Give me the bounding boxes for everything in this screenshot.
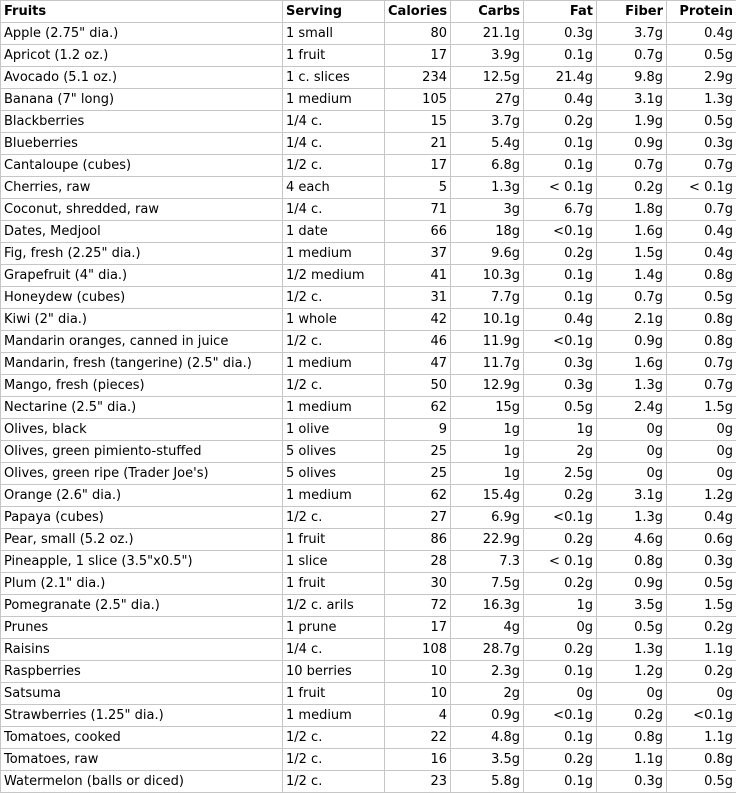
cell-calories: 72	[385, 595, 451, 617]
header-serving: Serving	[283, 1, 385, 23]
table-row	[1, 375, 736, 397]
cell-calories: 234	[385, 67, 451, 89]
cell-carbs: 4.8g	[451, 727, 524, 749]
cell-fiber: 0.7g	[597, 45, 667, 67]
cell-fat: 0.4g	[524, 309, 597, 331]
cell-serving: 1 date	[283, 221, 385, 243]
cell-calories: 41	[385, 265, 451, 287]
cell-serving: 1 medium	[283, 485, 385, 507]
cell-carbs: 10.3g	[451, 265, 524, 287]
cell-fat: 0.3g	[524, 353, 597, 375]
header-fruits: Fruits	[1, 1, 283, 23]
cell-fat: <0.1g	[524, 705, 597, 727]
table-row	[1, 441, 736, 463]
cell-fruit: Olives, green pimiento-stuffed	[1, 441, 283, 463]
cell-carbs: 11.7g	[451, 353, 524, 375]
cell-fruit: Olives, green ripe (Trader Joe's)	[1, 463, 283, 485]
cell-fiber: 4.6g	[597, 529, 667, 551]
cell-fruit: Apricot (1.2 oz.)	[1, 45, 283, 67]
table-row	[1, 507, 736, 529]
cell-protein: 0g	[667, 441, 736, 463]
cell-fruit: Kiwi (2" dia.)	[1, 309, 283, 331]
cell-calories: 46	[385, 331, 451, 353]
cell-calories: 21	[385, 133, 451, 155]
table-row	[1, 309, 736, 331]
cell-fruit: Avocado (5.1 oz.)	[1, 67, 283, 89]
cell-fat: 0.5g	[524, 397, 597, 419]
cell-fruit: Pineapple, 1 slice (3.5"x0.5")	[1, 551, 283, 573]
cell-serving: 5 olives	[283, 441, 385, 463]
cell-fiber: 0.9g	[597, 133, 667, 155]
cell-calories: 66	[385, 221, 451, 243]
cell-protein: 0.4g	[667, 243, 736, 265]
cell-carbs: 27g	[451, 89, 524, 111]
cell-fruit: Mango, fresh (pieces)	[1, 375, 283, 397]
cell-fruit: Orange (2.6" dia.)	[1, 485, 283, 507]
cell-serving: 1 fruit	[283, 573, 385, 595]
cell-carbs: 5.8g	[451, 771, 524, 793]
cell-serving: 4 each	[283, 177, 385, 199]
cell-fat: <0.1g	[524, 331, 597, 353]
cell-calories: 80	[385, 23, 451, 45]
cell-fat: 0.1g	[524, 265, 597, 287]
cell-fat: < 0.1g	[524, 551, 597, 573]
cell-protein: 1.5g	[667, 397, 736, 419]
cell-fat: <0.1g	[524, 221, 597, 243]
table-row	[1, 727, 736, 749]
table-row	[1, 705, 736, 727]
cell-serving: 1/2 c.	[283, 749, 385, 771]
cell-calories: 22	[385, 727, 451, 749]
cell-protein: 0.8g	[667, 265, 736, 287]
header-protein: Protein	[667, 1, 736, 23]
cell-carbs: 15.4g	[451, 485, 524, 507]
cell-fiber: 0.2g	[597, 705, 667, 727]
cell-fiber: 1.3g	[597, 507, 667, 529]
cell-fruit: Pear, small (5.2 oz.)	[1, 529, 283, 551]
cell-carbs: 7.7g	[451, 287, 524, 309]
cell-fat: 0.3g	[524, 23, 597, 45]
cell-protein: 2.9g	[667, 67, 736, 89]
cell-fruit: Coconut, shredded, raw	[1, 199, 283, 221]
cell-carbs: 11.9g	[451, 331, 524, 353]
cell-protein: 0.8g	[667, 309, 736, 331]
cell-protein: 0.5g	[667, 573, 736, 595]
cell-fruit: Papaya (cubes)	[1, 507, 283, 529]
cell-serving: 1/2 c.	[283, 155, 385, 177]
cell-fruit: Grapefruit (4" dia.)	[1, 265, 283, 287]
cell-fruit: Mandarin oranges, canned in juice	[1, 331, 283, 353]
cell-carbs: 1g	[451, 419, 524, 441]
cell-fruit: Mandarin, fresh (tangerine) (2.5" dia.)	[1, 353, 283, 375]
cell-fiber: 1.9g	[597, 111, 667, 133]
cell-fiber: 0.9g	[597, 331, 667, 353]
cell-protein: 0.7g	[667, 353, 736, 375]
cell-protein: 0.3g	[667, 551, 736, 573]
cell-fat: 0.1g	[524, 727, 597, 749]
cell-serving: 5 olives	[283, 463, 385, 485]
cell-protein: <0.1g	[667, 705, 736, 727]
cell-fruit: Raspberries	[1, 661, 283, 683]
cell-carbs: 6.8g	[451, 155, 524, 177]
cell-fiber: 1.4g	[597, 265, 667, 287]
cell-fiber: 0.9g	[597, 573, 667, 595]
cell-protein: 0.2g	[667, 617, 736, 639]
cell-fruit: Watermelon (balls or diced)	[1, 771, 283, 793]
cell-fat: 0.1g	[524, 661, 597, 683]
cell-fat: 0.2g	[524, 485, 597, 507]
cell-calories: 71	[385, 199, 451, 221]
cell-serving: 1 whole	[283, 309, 385, 331]
cell-protein: 0.7g	[667, 155, 736, 177]
table-row	[1, 287, 736, 309]
cell-calories: 17	[385, 617, 451, 639]
cell-serving: 1/2 medium	[283, 265, 385, 287]
cell-fruit: Cherries, raw	[1, 177, 283, 199]
cell-fiber: 0.2g	[597, 177, 667, 199]
cell-fiber: 1.3g	[597, 639, 667, 661]
cell-protein: 1.3g	[667, 89, 736, 111]
table-row	[1, 199, 736, 221]
table-row	[1, 749, 736, 771]
cell-serving: 1/2 c.	[283, 771, 385, 793]
cell-fat: < 0.1g	[524, 177, 597, 199]
cell-carbs: 22.9g	[451, 529, 524, 551]
cell-fruit: Prunes	[1, 617, 283, 639]
cell-protein: 0g	[667, 419, 736, 441]
cell-calories: 17	[385, 155, 451, 177]
table-row	[1, 67, 736, 89]
cell-fruit: Apple (2.75" dia.)	[1, 23, 283, 45]
cell-fruit: Olives, black	[1, 419, 283, 441]
cell-fat: 0.2g	[524, 639, 597, 661]
header-fat: Fat	[524, 1, 597, 23]
cell-fiber: 0g	[597, 463, 667, 485]
cell-serving: 1 medium	[283, 89, 385, 111]
cell-fruit: Dates, Medjool	[1, 221, 283, 243]
cell-fiber: 1.5g	[597, 243, 667, 265]
cell-protein: 0g	[667, 463, 736, 485]
cell-calories: 9	[385, 419, 451, 441]
cell-fat: 2.5g	[524, 463, 597, 485]
cell-fruit: Blueberries	[1, 133, 283, 155]
table-header	[1, 1, 736, 23]
header-calories: Calories	[385, 1, 451, 23]
cell-fiber: 1.2g	[597, 661, 667, 683]
cell-fat: 0.1g	[524, 133, 597, 155]
cell-calories: 42	[385, 309, 451, 331]
cell-fat: 0.2g	[524, 529, 597, 551]
cell-calories: 47	[385, 353, 451, 375]
cell-fat: 0.2g	[524, 573, 597, 595]
cell-serving: 1 olive	[283, 419, 385, 441]
cell-fiber: 2.1g	[597, 309, 667, 331]
cell-carbs: 18g	[451, 221, 524, 243]
cell-fiber: 0.8g	[597, 727, 667, 749]
cell-serving: 1/4 c.	[283, 639, 385, 661]
cell-fiber: 1.8g	[597, 199, 667, 221]
cell-fiber: 0.7g	[597, 287, 667, 309]
table-row	[1, 265, 736, 287]
cell-calories: 17	[385, 45, 451, 67]
table-row	[1, 529, 736, 551]
cell-calories: 50	[385, 375, 451, 397]
table-row	[1, 155, 736, 177]
cell-serving: 1 fruit	[283, 45, 385, 67]
cell-fat: 0.1g	[524, 155, 597, 177]
cell-carbs: 3.5g	[451, 749, 524, 771]
cell-serving: 10 berries	[283, 661, 385, 683]
cell-fiber: 3.1g	[597, 89, 667, 111]
cell-protein: 0.5g	[667, 45, 736, 67]
header-fiber: Fiber	[597, 1, 667, 23]
cell-fat: 0g	[524, 683, 597, 705]
cell-serving: 1/2 c.	[283, 287, 385, 309]
cell-carbs: 6.9g	[451, 507, 524, 529]
cell-fiber: 3.7g	[597, 23, 667, 45]
cell-serving: 1 medium	[283, 353, 385, 375]
cell-calories: 25	[385, 441, 451, 463]
cell-serving: 1 prune	[283, 617, 385, 639]
cell-fruit: Tomatoes, raw	[1, 749, 283, 771]
cell-calories: 27	[385, 507, 451, 529]
cell-calories: 10	[385, 683, 451, 705]
cell-fiber: 1.1g	[597, 749, 667, 771]
cell-carbs: 1g	[451, 441, 524, 463]
cell-serving: 1 small	[283, 23, 385, 45]
cell-calories: 37	[385, 243, 451, 265]
cell-fruit: Fig, fresh (2.25" dia.)	[1, 243, 283, 265]
cell-fruit: Pomegranate (2.5" dia.)	[1, 595, 283, 617]
table-row	[1, 89, 736, 111]
cell-protein: 0.4g	[667, 23, 736, 45]
cell-serving: 1/4 c.	[283, 111, 385, 133]
cell-protein: 0.5g	[667, 287, 736, 309]
cell-fiber: 1.6g	[597, 221, 667, 243]
cell-fat: 2g	[524, 441, 597, 463]
cell-serving: 1/2 c.	[283, 507, 385, 529]
cell-calories: 5	[385, 177, 451, 199]
table-row	[1, 45, 736, 67]
table-row	[1, 419, 736, 441]
cell-fat: 0.1g	[524, 45, 597, 67]
cell-fruit: Tomatoes, cooked	[1, 727, 283, 749]
cell-fiber: 0g	[597, 419, 667, 441]
cell-protein: 0.5g	[667, 771, 736, 793]
cell-fruit: Plum (2.1" dia.)	[1, 573, 283, 595]
cell-protein: 0.8g	[667, 331, 736, 353]
cell-protein: 0.7g	[667, 199, 736, 221]
cell-carbs: 16.3g	[451, 595, 524, 617]
cell-protein: 0.2g	[667, 661, 736, 683]
cell-calories: 25	[385, 463, 451, 485]
cell-serving: 1 medium	[283, 243, 385, 265]
cell-carbs: 15g	[451, 397, 524, 419]
cell-fat: 0.2g	[524, 243, 597, 265]
cell-fiber: 0g	[597, 683, 667, 705]
cell-serving: 1/2 c.	[283, 375, 385, 397]
header-carbs: Carbs	[451, 1, 524, 23]
cell-fruit: Cantaloupe (cubes)	[1, 155, 283, 177]
cell-serving: 1 c. slices	[283, 67, 385, 89]
cell-protein: 1.1g	[667, 639, 736, 661]
cell-carbs: 7.5g	[451, 573, 524, 595]
table-row	[1, 331, 736, 353]
cell-serving: 1 slice	[283, 551, 385, 573]
cell-fruit: Blackberries	[1, 111, 283, 133]
table-row	[1, 771, 736, 793]
cell-protein: 1.1g	[667, 727, 736, 749]
cell-calories: 28	[385, 551, 451, 573]
cell-carbs: 1g	[451, 463, 524, 485]
cell-protein: 0.3g	[667, 133, 736, 155]
cell-serving: 1 fruit	[283, 529, 385, 551]
cell-carbs: 28.7g	[451, 639, 524, 661]
cell-protein: 0.6g	[667, 529, 736, 551]
cell-fat: 0g	[524, 617, 597, 639]
cell-fiber: 3.5g	[597, 595, 667, 617]
cell-calories: 15	[385, 111, 451, 133]
cell-serving: 1/2 c.	[283, 727, 385, 749]
table-row	[1, 463, 736, 485]
table-row	[1, 133, 736, 155]
cell-serving: 1 medium	[283, 705, 385, 727]
cell-fruit: Banana (7" long)	[1, 89, 283, 111]
cell-calories: 4	[385, 705, 451, 727]
cell-carbs: 5.4g	[451, 133, 524, 155]
cell-protein: 0.7g	[667, 375, 736, 397]
table-row	[1, 661, 736, 683]
table-row	[1, 397, 736, 419]
cell-protein: < 0.1g	[667, 177, 736, 199]
cell-carbs: 2.3g	[451, 661, 524, 683]
cell-fat: 0.3g	[524, 375, 597, 397]
cell-fruit: Strawberries (1.25" dia.)	[1, 705, 283, 727]
cell-calories: 16	[385, 749, 451, 771]
cell-protein: 0.8g	[667, 749, 736, 771]
cell-carbs: 9.6g	[451, 243, 524, 265]
cell-carbs: 3.9g	[451, 45, 524, 67]
table-row	[1, 111, 736, 133]
cell-carbs: 10.1g	[451, 309, 524, 331]
cell-fiber: 0g	[597, 441, 667, 463]
cell-fruit: Nectarine (2.5" dia.)	[1, 397, 283, 419]
cell-protein: 0.4g	[667, 221, 736, 243]
cell-calories: 10	[385, 661, 451, 683]
cell-fruit: Honeydew (cubes)	[1, 287, 283, 309]
table-row	[1, 177, 736, 199]
cell-fat: 6.7g	[524, 199, 597, 221]
cell-fat: 1g	[524, 419, 597, 441]
table-row	[1, 23, 736, 45]
cell-protein: 0g	[667, 683, 736, 705]
table-row	[1, 617, 736, 639]
cell-serving: 1/2 c. arils	[283, 595, 385, 617]
cell-fat: 21.4g	[524, 67, 597, 89]
cell-fat: <0.1g	[524, 507, 597, 529]
cell-protein: 0.4g	[667, 507, 736, 529]
cell-calories: 23	[385, 771, 451, 793]
cell-serving: 1 fruit	[283, 683, 385, 705]
cell-fiber: 1.3g	[597, 375, 667, 397]
cell-serving: 1 medium	[283, 397, 385, 419]
cell-fruit: Raisins	[1, 639, 283, 661]
header-row	[1, 1, 736, 23]
cell-fiber: 9.8g	[597, 67, 667, 89]
cell-calories: 31	[385, 287, 451, 309]
cell-carbs: 0.9g	[451, 705, 524, 727]
cell-fiber: 0.5g	[597, 617, 667, 639]
cell-fiber: 0.8g	[597, 551, 667, 573]
cell-serving: 1/4 c.	[283, 133, 385, 155]
cell-fiber: 0.3g	[597, 771, 667, 793]
cell-carbs: 7.3	[451, 551, 524, 573]
cell-fiber: 2.4g	[597, 397, 667, 419]
cell-fat: 1g	[524, 595, 597, 617]
cell-calories: 108	[385, 639, 451, 661]
table-row	[1, 221, 736, 243]
cell-carbs: 21.1g	[451, 23, 524, 45]
cell-calories: 30	[385, 573, 451, 595]
cell-calories: 105	[385, 89, 451, 111]
table-body	[1, 23, 736, 793]
table-row	[1, 683, 736, 705]
cell-fat: 0.1g	[524, 771, 597, 793]
cell-fat: 0.2g	[524, 111, 597, 133]
cell-fat: 0.1g	[524, 287, 597, 309]
table-row	[1, 595, 736, 617]
table-row	[1, 353, 736, 375]
cell-serving: 1/2 c.	[283, 331, 385, 353]
cell-carbs: 1.3g	[451, 177, 524, 199]
cell-fiber: 1.6g	[597, 353, 667, 375]
cell-fat: 0.2g	[524, 749, 597, 771]
cell-protein: 0.5g	[667, 111, 736, 133]
cell-protein: 1.2g	[667, 485, 736, 507]
cell-fruit: Satsuma	[1, 683, 283, 705]
table-row	[1, 551, 736, 573]
table-row	[1, 573, 736, 595]
cell-calories: 62	[385, 397, 451, 419]
cell-serving: 1/4 c.	[283, 199, 385, 221]
cell-carbs: 3g	[451, 199, 524, 221]
table-row	[1, 243, 736, 265]
cell-carbs: 2g	[451, 683, 524, 705]
cell-fat: 0.4g	[524, 89, 597, 111]
cell-carbs: 4g	[451, 617, 524, 639]
table-row	[1, 639, 736, 661]
cell-carbs: 12.9g	[451, 375, 524, 397]
cell-calories: 86	[385, 529, 451, 551]
cell-calories: 62	[385, 485, 451, 507]
cell-fiber: 3.1g	[597, 485, 667, 507]
cell-fiber: 0.7g	[597, 155, 667, 177]
table-row	[1, 485, 736, 507]
cell-carbs: 12.5g	[451, 67, 524, 89]
cell-protein: 1.5g	[667, 595, 736, 617]
cell-carbs: 3.7g	[451, 111, 524, 133]
